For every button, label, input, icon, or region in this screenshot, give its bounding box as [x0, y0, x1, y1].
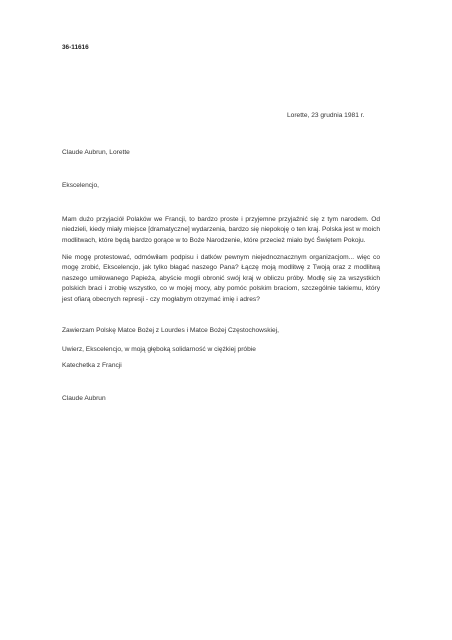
closing-line-3: Katechetka z Francji — [62, 362, 122, 369]
document-reference-number: 36-11616 — [62, 44, 89, 51]
signature: Claude Aubrun — [62, 395, 106, 402]
closing-line-1: Zawierzam Polskę Matce Bożej z Lourdes i Matce Bożej Częstochowskiej, — [62, 327, 279, 334]
sender-line: Claude Aubrun, Lorette — [62, 149, 130, 156]
salutation: Ekscelencjo, — [62, 182, 100, 189]
body-paragraph-1: Mam dużo przyjaciół Polaków we Francji, to bardzo proste i przyjemne przyjaźnić się z tym narodem. Od niedzieli, kiedy miały miejsce [dramatyczne] wydarzenia, bardzo się niepokoję o ten kraj. Polska jest w moich modlitwach, które będą bardzo gorące w to Boże Narodzenie, które przecież miało być Świętem Pokoju. — [62, 216, 380, 244]
closing-line-2: Uwierz, Ekscelencjo, w moją głęboką solidarność w ciężkiej próbie — [62, 346, 256, 353]
place-and-date: Lorette, 23 grudnia 1981 r. — [287, 112, 365, 119]
body-paragraph-2: Nie mogę protestować, odmówiłam podpisu i datków pewnym niejednoznacznym organizacjom... więc co mogę zrobić, Ekscelencjo, jak tylko błagać naszego Pana? Łączę moją modlitwę z Twoją oraz z modlitwą naszego umiłowanego Papieża, abyście mogli obronić swój kraj w obliczu próby. Modlę się za wszystkich polskich braci i zrobię wszystko, co w mojej mocy, aby pomóc polskim braciom, szczególnie takiemu, który jest ofiarą obecnych represji - czy mogłabym otrzymać imię i adres? — [62, 254, 380, 303]
